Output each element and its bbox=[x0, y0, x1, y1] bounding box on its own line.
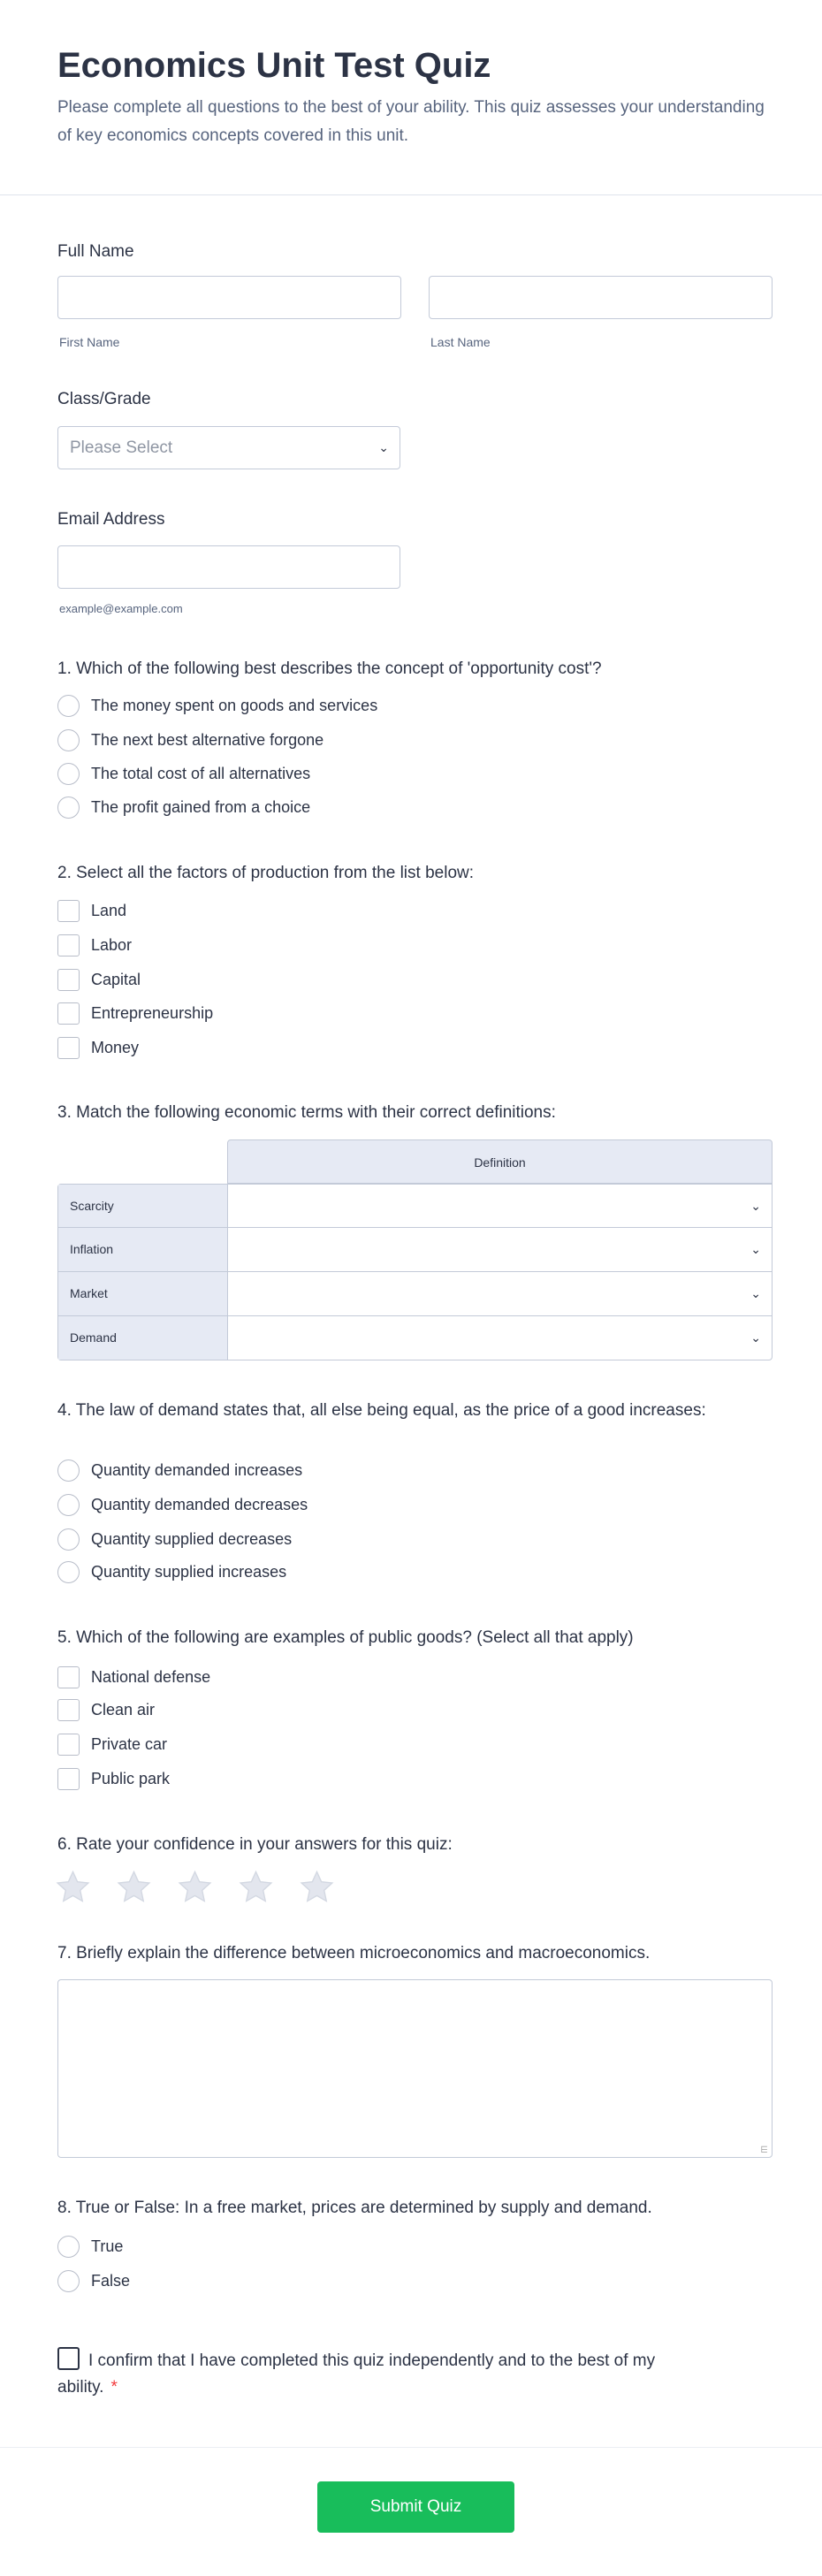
table-row bbox=[57, 1316, 773, 1360]
option-label: Quantity demanded increases bbox=[91, 1460, 303, 1479]
resize-handle-icon[interactable]: ⋿ bbox=[760, 2145, 768, 2155]
star-icon[interactable] bbox=[116, 1869, 152, 1905]
checkbox[interactable] bbox=[57, 1037, 80, 1059]
email-sublabel: example@example.com bbox=[59, 602, 183, 615]
radio-button[interactable] bbox=[57, 1528, 80, 1551]
checkbox[interactable] bbox=[57, 1768, 80, 1790]
chevron-down-icon: ⌄ bbox=[750, 1286, 761, 1300]
checkbox[interactable] bbox=[57, 1002, 80, 1025]
option-label: Labor bbox=[91, 935, 133, 954]
star-icon[interactable] bbox=[55, 1869, 91, 1905]
option-label: Quantity supplied decreases bbox=[91, 1529, 293, 1548]
chevron-down-icon: ⌄ bbox=[378, 440, 389, 454]
term-label: Demand bbox=[58, 1316, 228, 1360]
q7-label: 7. Briefly explain the difference between microeconomics and macroeconomics. bbox=[57, 1944, 651, 1962]
chevron-down-icon: ⌄ bbox=[750, 1330, 761, 1345]
q5-option[interactable] bbox=[57, 1665, 210, 1689]
table-row bbox=[57, 1184, 773, 1228]
submit-button[interactable]: Submit Quiz bbox=[317, 2481, 514, 2533]
checkbox[interactable] bbox=[57, 1699, 80, 1721]
option-label: Quantity demanded decreases bbox=[91, 1495, 308, 1513]
option-label: True bbox=[91, 2237, 124, 2255]
q2-option[interactable] bbox=[57, 1001, 213, 1025]
q5-option[interactable] bbox=[57, 1766, 170, 1791]
definition-select[interactable] bbox=[228, 1228, 772, 1271]
star-rating bbox=[55, 1869, 335, 1905]
radio-button[interactable] bbox=[57, 1561, 80, 1583]
required-mark: * bbox=[110, 2378, 118, 2397]
option-label: Clean air bbox=[91, 1700, 156, 1719]
q8-option[interactable] bbox=[57, 2234, 123, 2259]
definition-select[interactable] bbox=[228, 1316, 772, 1360]
option-label: The profit gained from a choice bbox=[91, 797, 311, 816]
definition-select[interactable] bbox=[228, 1272, 772, 1315]
last-name-input[interactable] bbox=[429, 276, 773, 319]
footer-divider bbox=[0, 2447, 822, 2448]
q2-option[interactable] bbox=[57, 967, 141, 992]
confirm-label: I confirm that I have completed this quiz independently and to the best of my ability. bbox=[57, 2351, 656, 2397]
page-description: Please complete all questions to the best of your ability. This quiz assesses your understanding of key economics concepts covered in this unit. bbox=[57, 98, 765, 145]
class-grade-select[interactable] bbox=[57, 426, 400, 469]
full-name-label: Full Name bbox=[57, 242, 134, 261]
option-label: Capital bbox=[91, 970, 141, 988]
q1-option[interactable] bbox=[57, 728, 323, 752]
term-label: Inflation bbox=[58, 1228, 228, 1271]
page-title: Economics Unit Test Quiz bbox=[57, 46, 491, 85]
first-name-sublabel: First Name bbox=[59, 335, 120, 349]
term-label: Market bbox=[58, 1272, 228, 1315]
radio-button[interactable] bbox=[57, 796, 80, 819]
term-label: Scarcity bbox=[58, 1185, 228, 1227]
q1-label: 1. Which of the following best describes the concept of 'opportunity cost'? bbox=[57, 659, 602, 678]
q5-option[interactable] bbox=[57, 1732, 167, 1757]
last-name-sublabel: Last Name bbox=[430, 335, 491, 349]
chevron-down-icon: ⌄ bbox=[750, 1242, 761, 1256]
star-icon[interactable] bbox=[238, 1869, 274, 1905]
q3-label: 3. Match the following economic terms with their correct definitions: bbox=[57, 1103, 556, 1122]
checkbox[interactable] bbox=[57, 1666, 80, 1688]
radio-button[interactable] bbox=[57, 695, 80, 717]
q2-option[interactable] bbox=[57, 933, 132, 957]
q1-option[interactable] bbox=[57, 795, 310, 819]
option-label: Money bbox=[91, 1038, 140, 1056]
q5-option[interactable] bbox=[57, 1697, 155, 1722]
class-grade-label: Class/Grade bbox=[57, 390, 151, 408]
table-row bbox=[57, 1272, 773, 1316]
q5-label: 5. Which of the following are examples of public goods? (Select all that apply) bbox=[57, 1628, 634, 1647]
option-label: Entrepreneurship bbox=[91, 1003, 214, 1022]
q8-option[interactable] bbox=[57, 2268, 130, 2293]
definition-select[interactable] bbox=[228, 1185, 772, 1227]
q1-option[interactable] bbox=[57, 693, 377, 718]
option-label: National defense bbox=[91, 1667, 211, 1686]
radio-button[interactable] bbox=[57, 763, 80, 785]
q2-label: 2. Select all the factors of production from the list below: bbox=[57, 864, 475, 882]
q4-option[interactable] bbox=[57, 1527, 292, 1551]
option-label: Land bbox=[91, 901, 127, 919]
option-label: Public park bbox=[91, 1769, 171, 1787]
q4-label: 4. The law of demand states that, all else being equal, as the price of a good increases: bbox=[57, 1401, 706, 1420]
q6-label: 6. Rate your confidence in your answers for this quiz: bbox=[57, 1835, 453, 1854]
option-label: The next best alternative forgone bbox=[91, 730, 324, 749]
checkbox[interactable] bbox=[57, 1734, 80, 1756]
option-label: False bbox=[91, 2271, 131, 2290]
option-label: The total cost of all alternatives bbox=[91, 764, 311, 782]
checkbox[interactable] bbox=[57, 969, 80, 991]
confirm-checkbox[interactable] bbox=[57, 2347, 80, 2370]
first-name-input[interactable] bbox=[57, 276, 401, 319]
chevron-down-icon: ⌄ bbox=[750, 1199, 761, 1213]
radio-button[interactable] bbox=[57, 1459, 80, 1482]
email-label: Email Address bbox=[57, 510, 165, 529]
q4-option[interactable] bbox=[57, 1492, 308, 1517]
checkbox[interactable] bbox=[57, 934, 80, 956]
checkbox[interactable] bbox=[57, 900, 80, 922]
radio-button[interactable] bbox=[57, 2236, 80, 2258]
table-row bbox=[57, 1228, 773, 1272]
option-label: Private car bbox=[91, 1734, 168, 1753]
definition-column-header: Definition bbox=[227, 1139, 773, 1184]
header-divider bbox=[0, 194, 822, 195]
q4-option[interactable] bbox=[57, 1458, 302, 1482]
radio-button[interactable] bbox=[57, 1494, 80, 1516]
q7-textarea[interactable] bbox=[57, 1979, 773, 2158]
q4-option[interactable] bbox=[57, 1559, 286, 1584]
option-label: Quantity supplied increases bbox=[91, 1562, 287, 1581]
q1-option[interactable] bbox=[57, 761, 310, 786]
q2-option[interactable] bbox=[57, 898, 126, 923]
email-input[interactable] bbox=[57, 545, 400, 589]
radio-button[interactable] bbox=[57, 729, 80, 751]
confirm-field[interactable] bbox=[57, 2347, 694, 2401]
star-icon[interactable] bbox=[177, 1869, 213, 1905]
option-label: The money spent on goods and services bbox=[91, 696, 378, 714]
class-grade-placeholder: Please Select bbox=[70, 438, 173, 457]
q2-option[interactable] bbox=[57, 1035, 139, 1060]
q8-label: 8. True or False: In a free market, prices are determined by supply and demand. bbox=[57, 2199, 652, 2217]
radio-button[interactable] bbox=[57, 2270, 80, 2292]
star-icon[interactable] bbox=[299, 1869, 335, 1905]
